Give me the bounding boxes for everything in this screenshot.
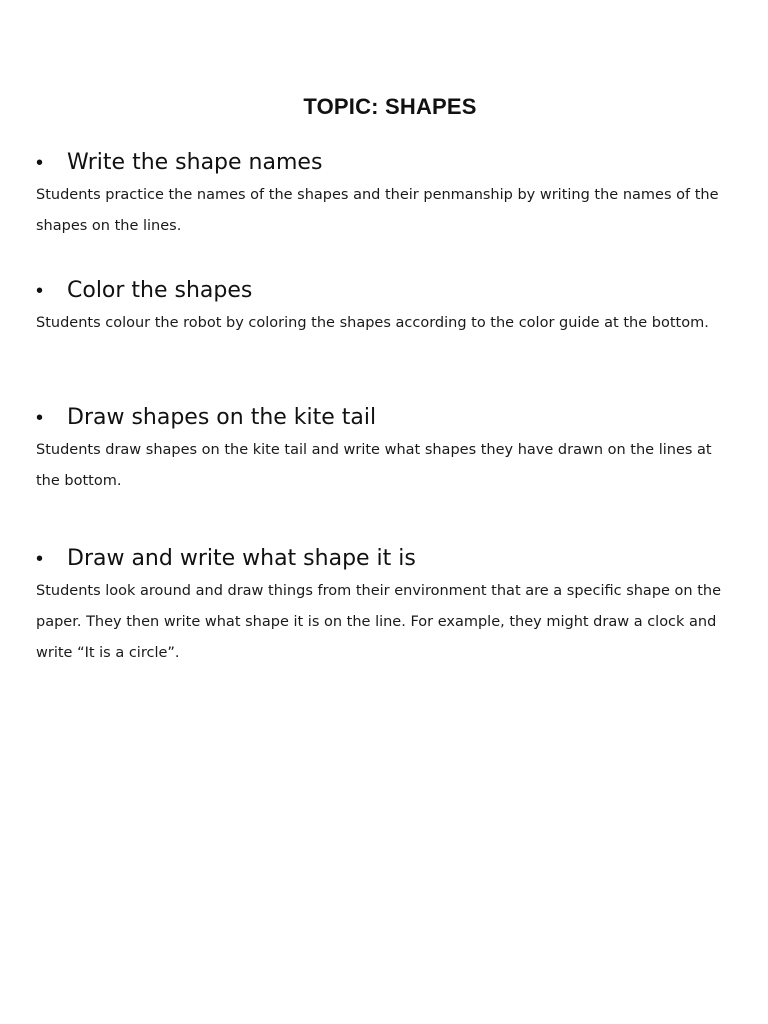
section-body: Students colour the robot by coloring the shapes according to the color guide at the bottom. <box>36 315 709 331</box>
section-heading-text: Draw and write what shape it is <box>67 546 416 571</box>
section-body: Students draw shapes on the kite tail and write what shapes they have drawn on the lines at the bottom. <box>36 442 712 489</box>
section-color-shapes <box>36 276 726 339</box>
section-heading <box>36 276 726 306</box>
section-heading <box>36 148 726 178</box>
section-heading <box>36 403 726 433</box>
bullet-icon: • <box>36 280 44 302</box>
bullet-icon: • <box>36 152 44 174</box>
section-body: Students practice the names of the shapes and their penmanship by writing the names of the shapes on the lines. <box>36 187 719 234</box>
section-heading <box>36 544 726 574</box>
section-draw-and-write <box>36 544 726 669</box>
bullet-icon: • <box>36 407 44 429</box>
section-heading-text: Draw shapes on the kite tail <box>67 405 377 430</box>
section-heading-text: Write the shape names <box>67 150 323 175</box>
section-body: Students look around and draw things from their environment that are a specific shape on the paper. They then write what shape it is on the line. For example, they might draw a clock and write “It is a circle”. <box>36 583 722 661</box>
section-write-shape-names <box>36 148 726 242</box>
page-title: TOPIC: SHAPES <box>303 94 477 119</box>
bullet-icon: • <box>36 548 44 570</box>
section-heading-text: Color the shapes <box>67 278 253 303</box>
section-kite-tail <box>36 403 726 497</box>
